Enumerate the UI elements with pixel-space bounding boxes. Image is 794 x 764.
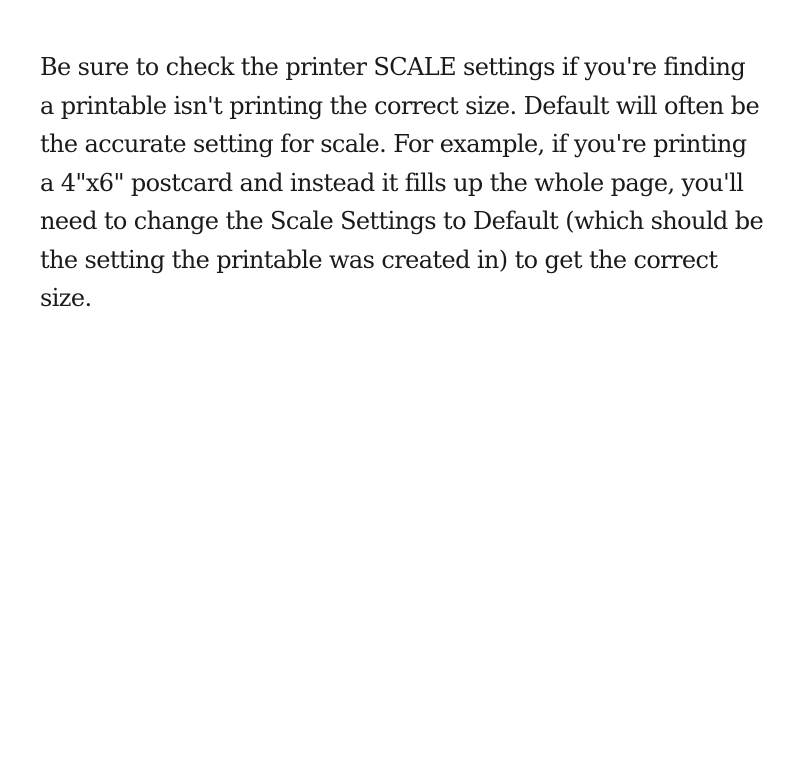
instruction-paragraph: [40, 48, 764, 318]
paragraph-line: need to change the Scale Settings to Default (which should be: [40, 207, 764, 235]
paragraph-line: the setting the printable was created in) to get the correct: [40, 245, 718, 274]
paragraph-line: the accurate setting for scale. For example, if you're printing: [40, 130, 747, 158]
paragraph-line: a 4"x6" postcard and instead it fills up the whole page, you'll: [40, 168, 744, 197]
paragraph-line: Be sure to check the printer SCALE settings if you're finding: [40, 53, 746, 81]
paragraph-line: a printable isn't printing the correct size. Default will often be: [40, 91, 760, 120]
paragraph-line: size.: [40, 284, 92, 312]
